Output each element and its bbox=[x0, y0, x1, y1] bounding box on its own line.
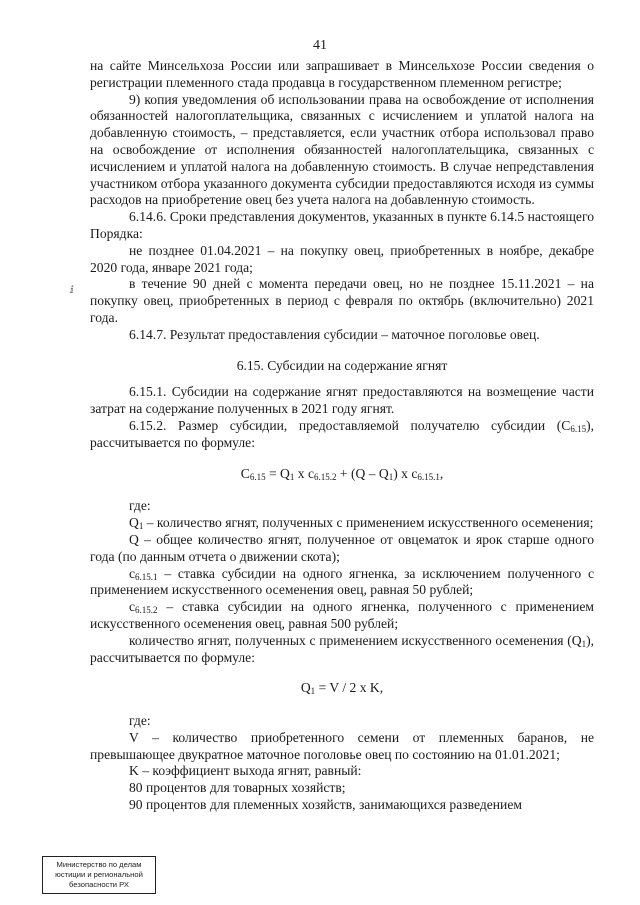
paragraph-6-14-6: 6.14.6. Сроки представления документов, указанных в пункте 6.14.5 настоящего Порядка: bbox=[90, 209, 594, 241]
definition-q: Q – общее количество ягнят, полученное от овцематок и ярок старше одного года (по данным отчета о движении скота); bbox=[90, 531, 594, 564]
section-heading: 6.15. Субсидии на содержание ягнят bbox=[236, 357, 448, 373]
paragraph-6-15-2: 6.15.2. Размер субсидии, предоставляемой получателю субсидии $(C_{6.15})$, рассчитывается по формуле: bbox=[90, 417, 594, 450]
k-commercial: 80 процентов для товарных хозяйств; bbox=[129, 780, 346, 796]
where-label-2: где: bbox=[129, 713, 151, 729]
paragraph-deadline-1: не позднее 01.04.2021 – на покупку овец, приобретенных в ноябре, декабре 2020 года, январе 2021 года; bbox=[90, 242, 594, 275]
document-body bbox=[90, 58, 594, 814]
definition-v: V – количество приобретенного семени от племенных баранов, не превышающее двукратное маточное поголовье овец по состоянию на 01.01.2021; bbox=[90, 729, 594, 762]
paragraph-registry: на сайте Минсельхоза России или запрашивает в Минсельхозе России сведения о регистрации племенного стада продавца в государственном племенном регистре; bbox=[90, 58, 594, 90]
paragraph-q1-formula-intro: количество ягнят, полученных с применением искусственного осеменения $(Q_1)$, рассчитывается по формуле: bbox=[90, 632, 594, 665]
margin-mark: ⅈ bbox=[70, 285, 74, 296]
definition-q1: $Q_1$ – количество ягнят, полученных с применением искусственного осеменения; bbox=[129, 515, 594, 532]
definition-rate-1: $c_{6.15.1}$ – ставка субсидии на одного ягненка, за исключением полученного с применением искусственного осеменения овец, равная 50 рублей; bbox=[90, 565, 594, 598]
formula-q1: $Q_1 = V / 2$ х K, bbox=[300, 680, 384, 697]
page-number: 41 bbox=[313, 38, 327, 53]
stamp-line-3: безопасности РХ bbox=[69, 880, 129, 889]
ministry-stamp bbox=[42, 856, 156, 894]
where-label: где: bbox=[129, 498, 151, 514]
paragraph-6-15-1: 6.15.1. Субсидии на содержание ягнят предоставляются на возмещение части затрат на содержание полученных в 2021 году ягнят. bbox=[90, 384, 594, 417]
definition-rate-2: $c_{6.15.2}$ – ставка субсидии на одного ягненка, полученного с применением искусственного осеменения овец, равная 500 рублей; bbox=[90, 599, 594, 631]
paragraph-deadline-2: в течение 90 дней с момента передачи овец, но не позднее 15.11.2021 – на покупку овец, приобретенных в период с февраля по октябрь (включительно) 2021 года. bbox=[90, 276, 594, 325]
definition-k: K – коэффициент выхода ягнят, равный: bbox=[129, 763, 362, 779]
stamp-line-2: юстиции и региональной bbox=[55, 870, 143, 879]
paragraph-6-14-7: 6.14.7. Результат предоставления субсидии – маточное поголовье овец. bbox=[129, 326, 540, 342]
k-breeding: 90 процентов для племенных хозяйств, занимающихся разведением bbox=[129, 797, 522, 813]
paragraph-item-9: 9) копия уведомления об использовании права на освобождение от исполнения обязанностей налогоплательщика, связанных с исчислением и уплатой налога на добавленную стоимость, – представляется, если участник отбора использовал право на освобождение от исполнения обязанностей налогоплательщика, связанных с исчислением и уплатой налога на добавленную стоимость. В случае непредставления участником отбора указанного документа субсидии предоставляются исходя из суммы расходов на приобретение овец без учета налога на добавленную стоимость. bbox=[90, 91, 594, 208]
formula-subsidy: $C_{6.15} = Q_1$ х $c_{6.15.2} + (Q - Q_1)$ х $c_{6.15.1}$, bbox=[240, 465, 444, 482]
stamp-line-1: Министерство по делам bbox=[56, 860, 142, 869]
